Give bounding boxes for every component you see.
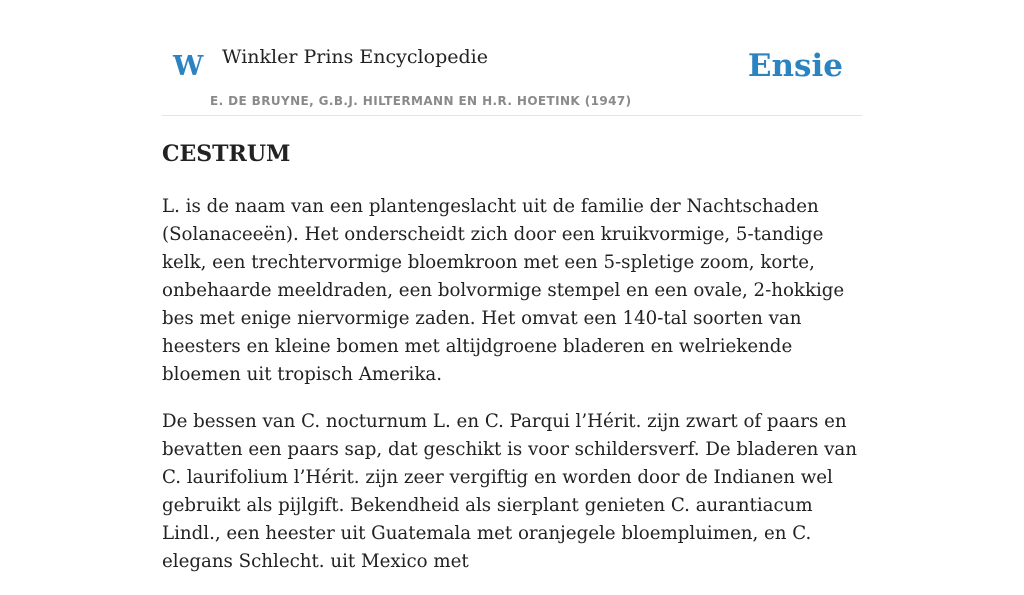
ensie-brand-logo[interactable]: Ensie (747, 48, 843, 84)
site-title[interactable]: Winkler Prins Encyclopedie (222, 46, 488, 68)
authors-credit: E. DE BRUYNE, G.B.J. HILTERMANN EN H.R. HOETINK (1947) (210, 94, 632, 108)
article-headword: CESTRUM (162, 141, 291, 167)
site-header (162, 0, 862, 116)
article-paragraph-2: De bessen van C. nocturnum L. en C. Parqui l’Hérit. zijn zwart of paars en bevatten een paars sap, dat geschikt is voor schildersverf. De bladeren van C. laurifolium l’Hérit. zijn zeer vergiftig en worden door de Indianen wel gebruikt als pijlgift. Bekendheid als sierplant genieten C. aurantiacum Lindl., een heester uit Guatemala met oranjegele bloempluimen, en C. elegans Schlecht. uit Mexico met (162, 410, 857, 572)
article-paragraph-1: L. is de naam van een plantengeslacht uit de familie der Nachtschaden (Solanaceeën). Het onderscheidt zich door een kruikvormige, 5-tandige kelk, een trechtervormige bloemkroon met een 5-spletige zoom, korte, onbehaarde meeldraden, een bolvormige stempel en een ovale, 2-hokkige bes met enige niervormige zaden. Het omvat een 140-tal soorten van heesters en kleine bomen met altijdgroene bladeren en welriekende bloemen uit tropisch Amerika. (162, 195, 845, 385)
logo-w-icon[interactable]: W (173, 51, 204, 82)
article-body (162, 140, 862, 595)
